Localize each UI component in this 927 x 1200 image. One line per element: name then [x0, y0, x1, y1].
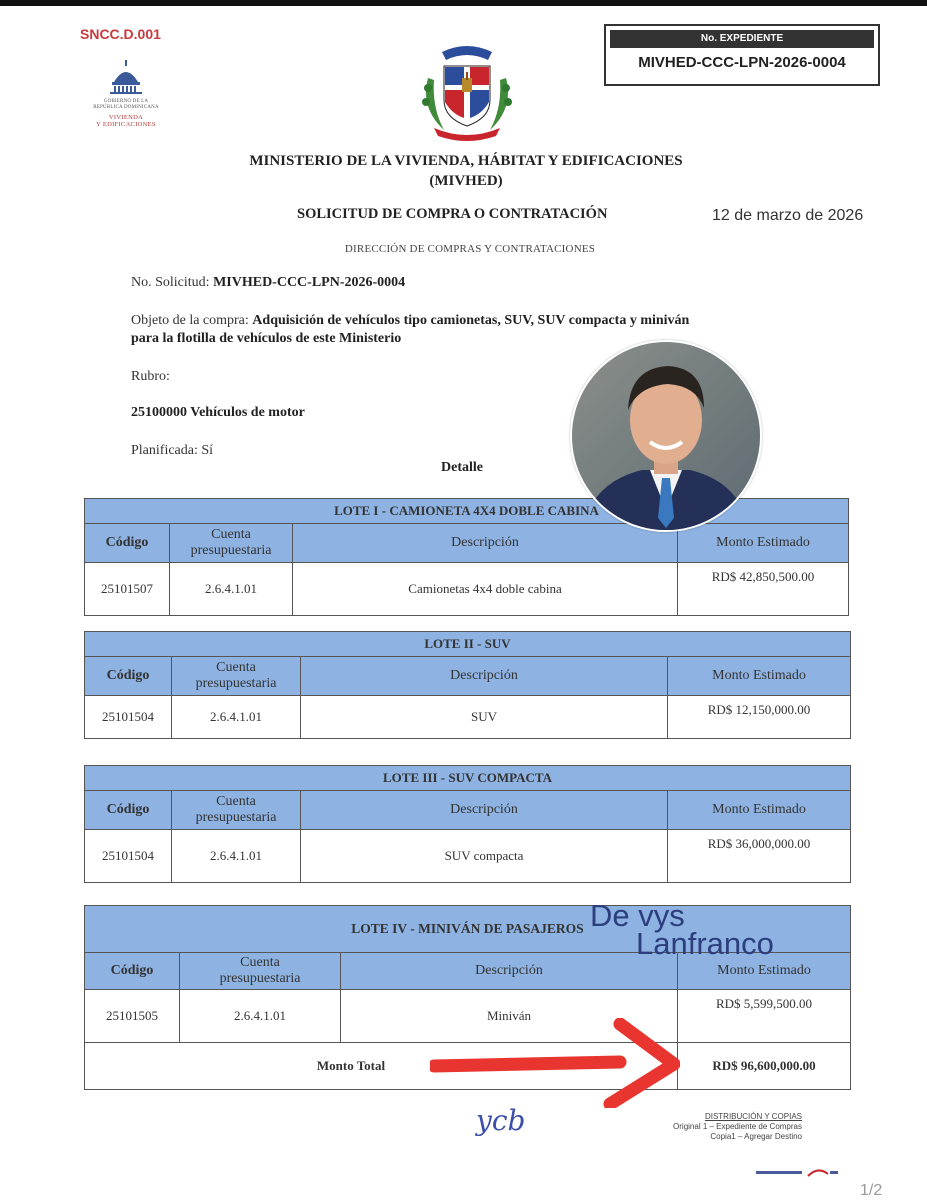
codigo-cell: 25101504 [85, 830, 172, 883]
signature-text: ycb [476, 1104, 526, 1137]
total-label: Monto Total [85, 1043, 678, 1090]
solicitud-label: No. Solicitud: [131, 275, 210, 290]
descripcion-cell: Camionetas 4x4 doble cabina [293, 563, 678, 616]
cuenta-cell: 2.6.4.1.01 [172, 696, 301, 739]
codigo-cell: 25101504 [85, 696, 172, 739]
lote-1-table [84, 498, 849, 616]
col-cuenta-2: presupuestaria [195, 810, 277, 825]
coat-of-arms [414, 38, 520, 149]
col-descripcion: Descripción [341, 953, 678, 990]
descripcion-cell: Miniván [341, 990, 678, 1043]
objeto-value-2: para la flotilla de vehículos de este Ministerio [131, 331, 402, 346]
col-cuenta [180, 953, 341, 990]
cuenta-cell: 2.6.4.1.01 [172, 830, 301, 883]
monto-cell: RD$ 42,850,500.00 [678, 563, 849, 616]
col-cuenta-1: Cuenta [216, 660, 256, 675]
signature [476, 1104, 525, 1137]
form-code: SNCC.D.001 [80, 26, 161, 42]
lote-3-title: LOTE III - SUV COMPACTA [85, 766, 851, 791]
col-codigo: Código [85, 791, 172, 830]
portrait-photo [570, 340, 762, 532]
col-monto: Monto Estimado [678, 524, 849, 563]
footer-logo-icon [756, 1166, 840, 1178]
col-cuenta [170, 524, 293, 563]
lote-2-table [84, 631, 851, 739]
distribution-line-1: Original 1 – Expediente de Compras [673, 1122, 802, 1131]
col-descripcion: Descripción [293, 524, 678, 563]
col-cuenta-1: Cuenta [211, 527, 251, 542]
codigo-cell: 25101507 [85, 563, 170, 616]
watermark [590, 898, 774, 961]
lote-3-table [84, 765, 851, 883]
ministry-name: MINISTERIO DE LA VIVIENDA, HÁBITAT Y EDIFICACIONES [249, 153, 683, 169]
watermark-line-2: Lanfranco [636, 926, 774, 961]
distribution-line-2: Copia1 – Agregar Destino [710, 1132, 802, 1141]
page-number: 1/2 [860, 1182, 883, 1199]
descripcion-cell: SUV compacta [301, 830, 668, 883]
col-cuenta-1: Cuenta [216, 794, 256, 809]
solicitud-field [131, 275, 405, 291]
monto-cell: RD$ 12,150,000.00 [668, 696, 851, 739]
detalle-heading: Detalle [441, 460, 483, 475]
lote-1-title: LOTE I - CAMIONETA 4X4 DOBLE CABINA [85, 499, 849, 524]
col-codigo: Código [85, 657, 172, 696]
distribution-title: DISTRIBUCIÓN Y COPIAS [704, 1112, 802, 1121]
col-cuenta [172, 657, 301, 696]
col-codigo: Código [85, 953, 180, 990]
col-cuenta-1: Cuenta [240, 955, 280, 970]
table-row [85, 563, 849, 616]
cuenta-cell: 2.6.4.1.01 [170, 563, 293, 616]
planificada-field: Planificada: Sí [131, 443, 214, 458]
coat-of-arms-icon [414, 38, 520, 144]
cuenta-cell: 2.6.4.1.01 [180, 990, 341, 1043]
table-row [85, 696, 851, 739]
logo-text-4: Y EDIFICACIONES [96, 121, 156, 128]
monto-cell: RD$ 5,599,500.00 [678, 990, 851, 1043]
objeto-value-1: Adquisición de vehículos tipo camionetas, SUV, SUV compacta y miniván [252, 313, 690, 328]
col-monto: Monto Estimado [668, 657, 851, 696]
descripcion-cell: SUV [301, 696, 668, 739]
institution-logo [80, 60, 172, 128]
total-value: RD$ 96,600,000.00 [678, 1043, 851, 1090]
rubro-value: 25100000 Vehículos de motor [131, 405, 305, 420]
col-cuenta-2: presupuestaria [190, 543, 272, 558]
red-arrow-icon [430, 1018, 680, 1108]
col-monto: Monto Estimado [678, 953, 851, 990]
rubro-label: Rubro: [131, 369, 170, 384]
logo-text-3: VIVIENDA [108, 114, 144, 121]
col-cuenta-2: presupuestaria [195, 676, 277, 691]
watermark-line-1: De vys [590, 898, 685, 933]
ministry-acronym: (MIVHED) [429, 173, 503, 189]
logo-text-2: REPÚBLICA DOMINICANA [93, 105, 159, 110]
objeto-label: Objeto de la compra: [131, 313, 249, 328]
lote-4-title: LOTE IV - MINIVÁN DE PASAJEROS [85, 906, 851, 953]
top-border [0, 0, 927, 6]
col-codigo: Código [85, 524, 170, 563]
expediente-box [604, 24, 880, 86]
document-title: SOLICITUD DE COMPRA O CONTRATACIÓN [297, 206, 608, 222]
col-cuenta [172, 791, 301, 830]
col-monto: Monto Estimado [668, 791, 851, 830]
col-descripcion: Descripción [301, 657, 668, 696]
col-cuenta-2: presupuestaria [219, 971, 301, 986]
dome-icon [106, 60, 146, 94]
expediente-label: No. EXPEDIENTE [610, 30, 874, 48]
distribution-copies [640, 1112, 802, 1142]
expediente-value: MIVHED-CCC-LPN-2026-0004 [638, 54, 846, 71]
document-date: 12 de marzo de 2026 [712, 207, 864, 224]
solicitud-value: MIVHED-CCC-LPN-2026-0004 [213, 275, 406, 290]
person-portrait-icon [572, 342, 760, 530]
col-descripcion: Descripción [301, 791, 668, 830]
lote-2-title: LOTE II - SUV [85, 632, 851, 657]
logo-text-1: GOBIERNO DE LA [103, 99, 149, 104]
table-row [85, 830, 851, 883]
ministry-heading [200, 151, 732, 191]
department: DIRECCIÓN DE COMPRAS Y CONTRATACIONES [344, 243, 596, 255]
objeto-field [131, 312, 689, 348]
codigo-cell: 25101505 [85, 990, 180, 1043]
monto-cell: RD$ 36,000,000.00 [668, 830, 851, 883]
